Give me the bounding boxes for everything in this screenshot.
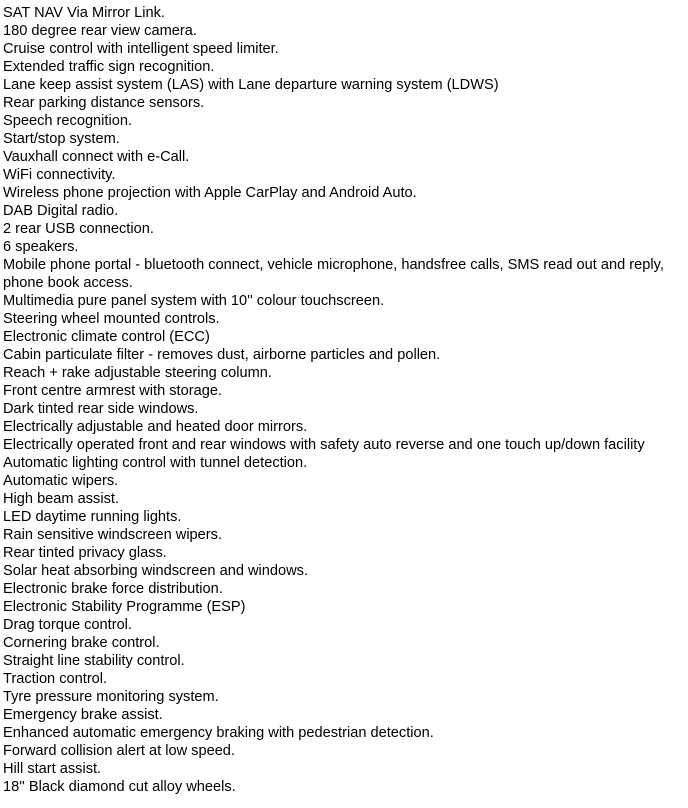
feature-item: Speech recognition.	[3, 113, 132, 129]
feature-item: High beam assist.	[3, 491, 119, 507]
feature-item: 2 rear USB connection.	[3, 221, 154, 237]
feature-item: Front centre armrest with storage.	[3, 383, 222, 399]
feature-item: Reach + rake adjustable steering column.	[3, 365, 272, 381]
feature-item: Drag torque control.	[3, 617, 132, 633]
feature-item: Traction control.	[3, 671, 108, 687]
feature-item: Straight line stability control.	[3, 653, 185, 669]
feature-item: Cornering brake control.	[3, 635, 160, 651]
feature-item: Rear tinted privacy glass.	[3, 545, 167, 561]
feature-item: Extended traffic sign recognition.	[3, 59, 215, 75]
feature-item: Electronic brake force distribution.	[3, 581, 223, 597]
feature-item: Rear parking distance sensors.	[3, 95, 205, 111]
feature-item: Vauxhall connect with e-Call.	[3, 149, 190, 165]
feature-item: 6 speakers.	[3, 239, 79, 255]
feature-list	[3, 4, 685, 796]
feature-item: Dark tinted rear side windows.	[3, 401, 199, 417]
feature-item: Lane keep assist system (LAS) with Lane departure warning system (LDWS)	[3, 77, 499, 93]
feature-item: Multimedia pure panel system with 10'' colour touchscreen.	[3, 293, 385, 309]
feature-item: Cruise control with intelligent speed limiter.	[3, 41, 279, 57]
feature-item: Electrically operated front and rear windows with safety auto reverse and one touch up/down facility	[3, 437, 645, 453]
feature-item: Enhanced automatic emergency braking with pedestrian detection.	[3, 725, 434, 741]
feature-item: SAT NAV Via Mirror Link.	[3, 5, 165, 21]
feature-item: DAB Digital radio.	[3, 203, 119, 219]
feature-item: Automatic wipers.	[3, 473, 119, 489]
feature-item: Electronic climate control (ECC)	[3, 329, 210, 345]
feature-item: Hill start assist.	[3, 761, 102, 777]
feature-item: Automatic lighting control with tunnel detection.	[3, 455, 308, 471]
feature-item: Start/stop system.	[3, 131, 120, 147]
feature-item: Rain sensitive windscreen wipers.	[3, 527, 222, 543]
feature-item: LED daytime running lights.	[3, 509, 182, 525]
feature-item: 180 degree rear view camera.	[3, 23, 197, 39]
feature-item: Forward collision alert at low speed.	[3, 743, 235, 759]
feature-item: Cabin particulate filter - removes dust, airborne particles and pollen.	[3, 347, 441, 363]
feature-item: Electronic Stability Programme (ESP)	[3, 599, 246, 615]
feature-item: Solar heat absorbing windscreen and windows.	[3, 563, 309, 579]
feature-item: Emergency brake assist.	[3, 707, 163, 723]
feature-item: Electrically adjustable and heated door mirrors.	[3, 419, 308, 435]
feature-item: Wireless phone projection with Apple CarPlay and Android Auto.	[3, 185, 417, 201]
feature-item: WiFi connectivity.	[3, 167, 116, 183]
feature-item: Steering wheel mounted controls.	[3, 311, 220, 327]
feature-item: 18'' Black diamond cut alloy wheels.	[3, 779, 236, 795]
feature-item: Mobile phone portal - bluetooth connect, vehicle microphone, handsfree calls, SMS read out and reply, phone book access.	[3, 257, 664, 291]
feature-item: Tyre pressure monitoring system.	[3, 689, 219, 705]
